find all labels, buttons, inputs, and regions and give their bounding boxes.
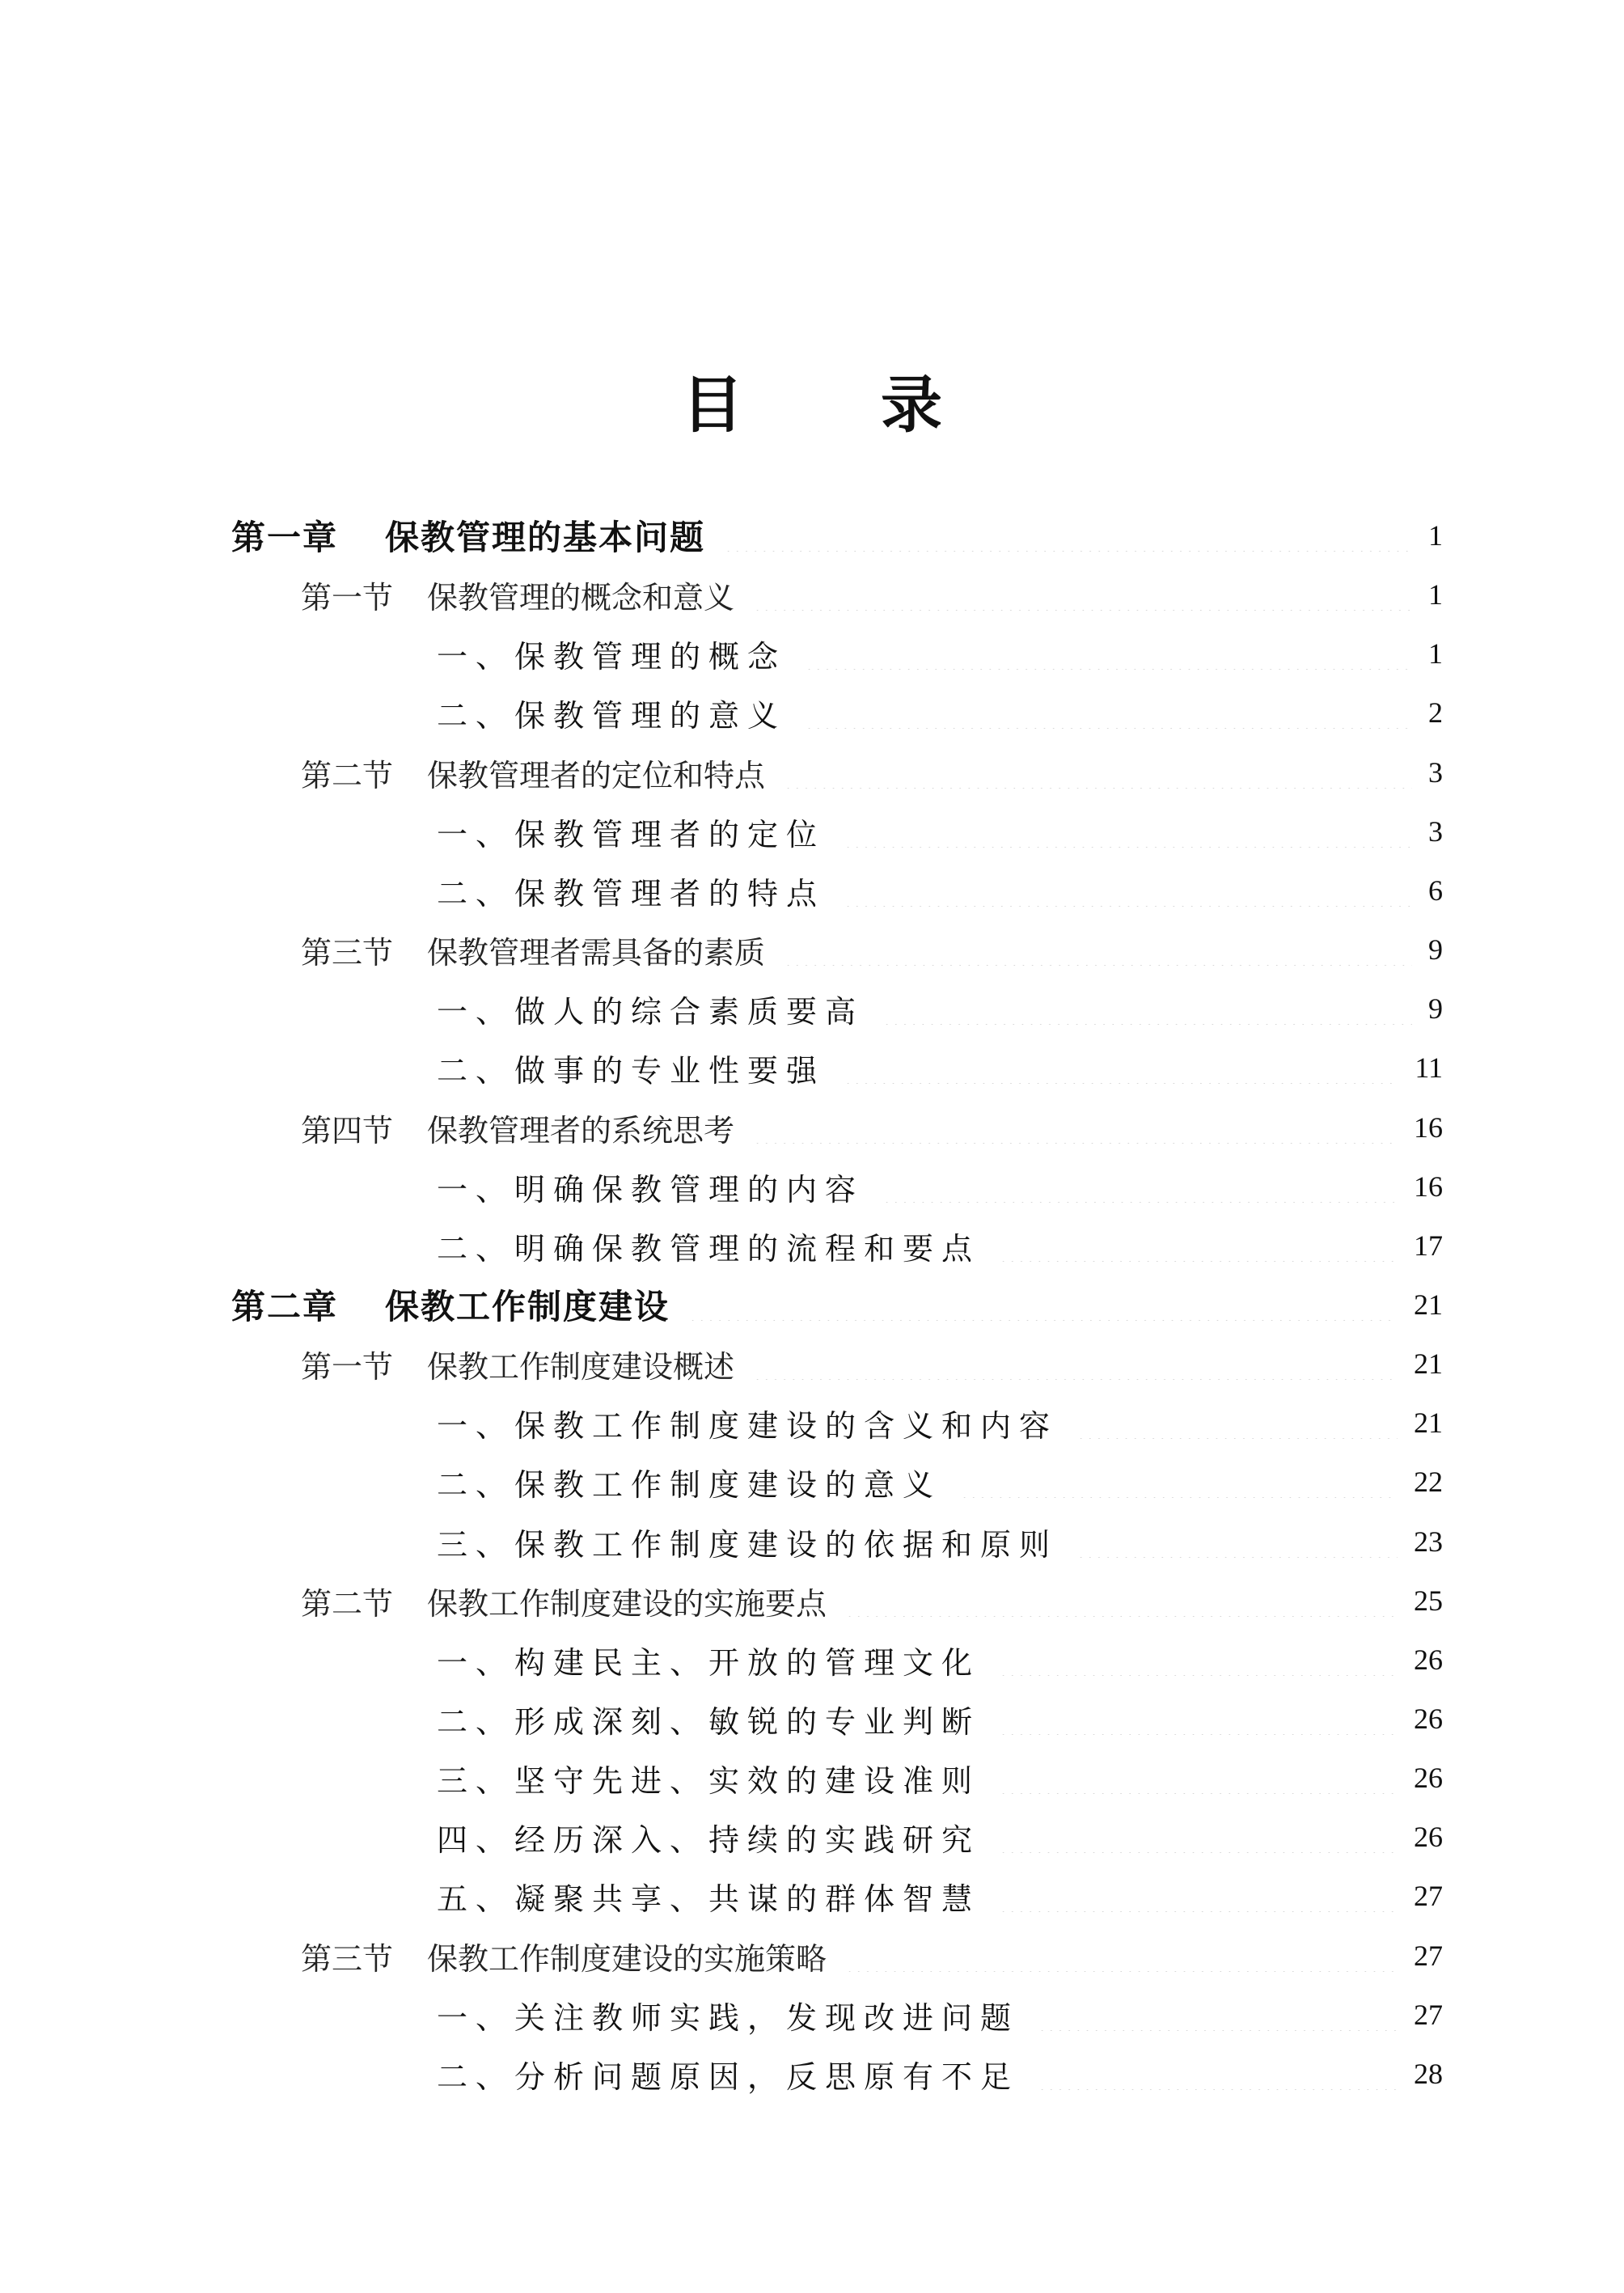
toc-dot-leader [844, 815, 1412, 848]
toc-dot-leader [845, 1940, 1398, 1972]
page-title [0, 356, 1624, 441]
toc-dot-leader [1076, 1525, 1398, 1558]
toc-dot-leader [784, 756, 1412, 789]
toc-dot-leader [844, 1051, 1398, 1084]
toc-dot-leader [999, 1703, 1398, 1735]
toc-item [0, 807, 1624, 856]
toc-section-number: 第三节 [301, 1940, 394, 1977]
toc-item [0, 629, 1624, 678]
toc-item [0, 1162, 1624, 1211]
toc-item-title: 二、分析问题原因，反思原有不足 [437, 2058, 1020, 2095]
toc-page-number: 1 [1428, 578, 1443, 611]
toc-section-title: 保教管理的概念和意义 [427, 579, 735, 616]
toc-section [0, 570, 1624, 619]
title-char-2: 录 [881, 369, 942, 441]
toc-page-number: 2 [1428, 696, 1443, 729]
toc-item-title: 一、关注教师实践，发现改进问题 [437, 1999, 1020, 2036]
toc-section-number: 第一节 [301, 1348, 394, 1385]
toc-section [0, 1576, 1624, 1625]
toc-item-label [437, 869, 825, 913]
toc-item-title: 一、保教管理的概念 [437, 638, 787, 675]
toc-item-title: 二、保教管理的意义 [437, 697, 787, 734]
toc-section-label [301, 573, 734, 617]
toc-item-label [437, 987, 864, 1031]
toc-page-number: 21 [1414, 1407, 1443, 1439]
toc-item [0, 1221, 1624, 1270]
toc-dot-leader [784, 933, 1412, 966]
toc-dot-leader [688, 1288, 1398, 1321]
toc-dot-leader [999, 1821, 1398, 1853]
toc-section-label [301, 1342, 734, 1386]
toc-page-number: 9 [1428, 992, 1443, 1025]
toc-item [0, 1043, 1624, 1092]
toc-dot-leader [1076, 1407, 1398, 1439]
toc-page-number: 26 [1414, 1762, 1443, 1794]
toc-item-title: 四、经历深入、持续的实践研究 [437, 1821, 981, 1858]
toc-item-label [437, 1460, 941, 1504]
toc-item-title: 五、凝聚共享、共谋的群体智慧 [437, 1881, 981, 1917]
toc-page-number: 1 [1428, 637, 1443, 670]
toc-item [0, 1754, 1624, 1802]
toc-item [0, 1694, 1624, 1743]
toc-item-title: 一、保教工作制度建设的含义和内容 [437, 1407, 1059, 1444]
toc-dot-leader [753, 578, 1412, 611]
toc-section [0, 925, 1624, 974]
toc-item-title: 二、明确保教管理的流程和要点 [437, 1230, 981, 1267]
toc-item [0, 984, 1624, 1033]
toc-section [0, 1931, 1624, 1980]
toc-section [0, 1103, 1624, 1152]
toc-item [0, 1813, 1624, 1861]
toc-dot-leader [999, 1880, 1398, 1912]
toc-dot-leader [1038, 1999, 1398, 2031]
toc-item-title: 二、形成深刻、敏锐的专业判断 [437, 1703, 981, 1740]
toc-item [0, 1517, 1624, 1566]
toc-section [0, 1339, 1624, 1388]
toc-item-label [437, 1224, 980, 1268]
toc-section-title: 保教管理者需具备的素质 [427, 934, 766, 971]
toc-item-title: 三、坚守先进、实效的建设准则 [437, 1762, 981, 1799]
toc-section-label [301, 928, 765, 972]
toc-item-label [437, 810, 825, 854]
toc-page-number: 3 [1428, 756, 1443, 789]
toc-item-label [437, 1401, 1058, 1445]
toc-dot-leader [960, 1466, 1398, 1498]
toc-item-label [437, 1815, 980, 1859]
toc-dot-leader [805, 696, 1412, 729]
toc-chapter [0, 1280, 1624, 1329]
toc-section [0, 748, 1624, 797]
toc-item [0, 1991, 1624, 2039]
toc-item-label [437, 1756, 980, 1800]
toc-section-title: 保教管理者的定位和特点 [427, 757, 766, 793]
toc-page-number: 26 [1414, 1644, 1443, 1676]
toc-item [0, 688, 1624, 737]
toc-section-number: 第二节 [301, 757, 394, 793]
toc-item-title: 二、保教工作制度建设的意义 [437, 1466, 942, 1503]
toc-item-label [437, 2052, 1019, 2096]
toc-section-label [301, 751, 765, 795]
toc-dot-leader [882, 992, 1412, 1025]
toc-chapter-label [231, 1280, 670, 1329]
toc-item-label [437, 1046, 825, 1090]
toc-page-number: 25 [1414, 1584, 1443, 1617]
toc-item [0, 1872, 1624, 1920]
toc-item-title: 一、明确保教管理的内容 [437, 1171, 865, 1208]
toc-chapter [0, 511, 1624, 560]
toc-item-label [437, 1638, 980, 1682]
toc-dot-leader [844, 874, 1412, 907]
toc-page-number: 26 [1414, 1821, 1443, 1853]
toc-section-title: 保教工作制度建设的实施要点 [427, 1585, 827, 1622]
toc-item [0, 1457, 1624, 1506]
toc-page-number: 27 [1414, 1940, 1443, 1972]
toc-item [0, 1635, 1624, 1684]
toc-page-number: 1 [1428, 519, 1443, 552]
toc-section-number: 第四节 [301, 1112, 394, 1149]
toc-item-label [437, 1993, 1019, 2037]
toc-page-number: 22 [1414, 1466, 1443, 1498]
toc-section-label [301, 1579, 827, 1623]
toc-section-title: 保教工作制度建设概述 [427, 1348, 735, 1385]
toc-page-number: 6 [1428, 874, 1443, 907]
toc-item-label [437, 632, 786, 676]
toc-dot-leader [805, 637, 1412, 670]
toc-item-title: 一、构建民主、开放的管理文化 [437, 1644, 981, 1681]
toc-page-number: 21 [1414, 1347, 1443, 1380]
toc-dot-leader [753, 1347, 1398, 1380]
toc-chapter-label [231, 511, 705, 560]
toc-page-number: 27 [1414, 1880, 1443, 1912]
toc-section-number: 第三节 [301, 934, 394, 971]
toc-section-number: 第一节 [301, 579, 394, 616]
toc-section-label [301, 1106, 734, 1150]
toc-dot-leader [753, 1111, 1398, 1144]
toc-item-label [437, 1874, 980, 1919]
toc-dot-leader [999, 1229, 1398, 1262]
toc-dot-leader [999, 1762, 1398, 1794]
toc-item-label [437, 1520, 1058, 1564]
toc-page-number: 27 [1414, 1999, 1443, 2031]
toc-item-title: 三、保教工作制度建设的依据和原则 [437, 1526, 1059, 1563]
toc-chapter-number: 第一章 [231, 518, 339, 557]
toc-page-number: 9 [1428, 933, 1443, 966]
toc-section-label [301, 1934, 827, 1978]
toc-item-label [437, 691, 786, 735]
toc-page-number: 3 [1428, 815, 1443, 848]
toc-item-title: 一、保教管理者的定位 [437, 816, 826, 852]
toc-item [0, 1398, 1624, 1447]
toc-item-title: 二、保教管理者的特点 [437, 875, 826, 912]
toc-page-number: 23 [1414, 1525, 1443, 1558]
toc-page-number: 21 [1414, 1288, 1443, 1321]
title-char-1: 目 [682, 369, 743, 441]
toc-page-number: 16 [1414, 1111, 1443, 1144]
toc-chapter-number: 第二章 [231, 1287, 339, 1326]
toc-item-title: 一、做人的综合素质要高 [437, 993, 865, 1030]
toc-dot-leader [999, 1644, 1398, 1676]
toc-section-title: 保教管理者的系统思考 [427, 1112, 735, 1149]
toc-dot-leader [845, 1584, 1398, 1617]
toc-item-title: 二、做事的专业性要强 [437, 1052, 826, 1089]
toc-item-label [437, 1165, 864, 1209]
toc-item-label [437, 1697, 980, 1741]
toc-dot-leader [724, 519, 1412, 552]
toc-page-number: 26 [1414, 1703, 1443, 1735]
toc-dot-leader [1038, 2058, 1398, 2090]
toc-dot-leader [882, 1170, 1398, 1203]
toc-section-title: 保教工作制度建设的实施策略 [427, 1940, 827, 1977]
toc-page-number: 16 [1414, 1170, 1443, 1203]
toc-chapter-title: 保教工作制度建设 [385, 1287, 670, 1326]
toc-section-number: 第二节 [301, 1585, 394, 1622]
toc-page-number: 17 [1414, 1229, 1443, 1262]
toc-chapter-title: 保教管理的基本问题 [385, 518, 706, 557]
toc-page-number: 28 [1414, 2058, 1443, 2090]
toc-item [0, 866, 1624, 915]
toc-item [0, 2050, 1624, 2098]
toc-page-number: 11 [1415, 1051, 1443, 1084]
